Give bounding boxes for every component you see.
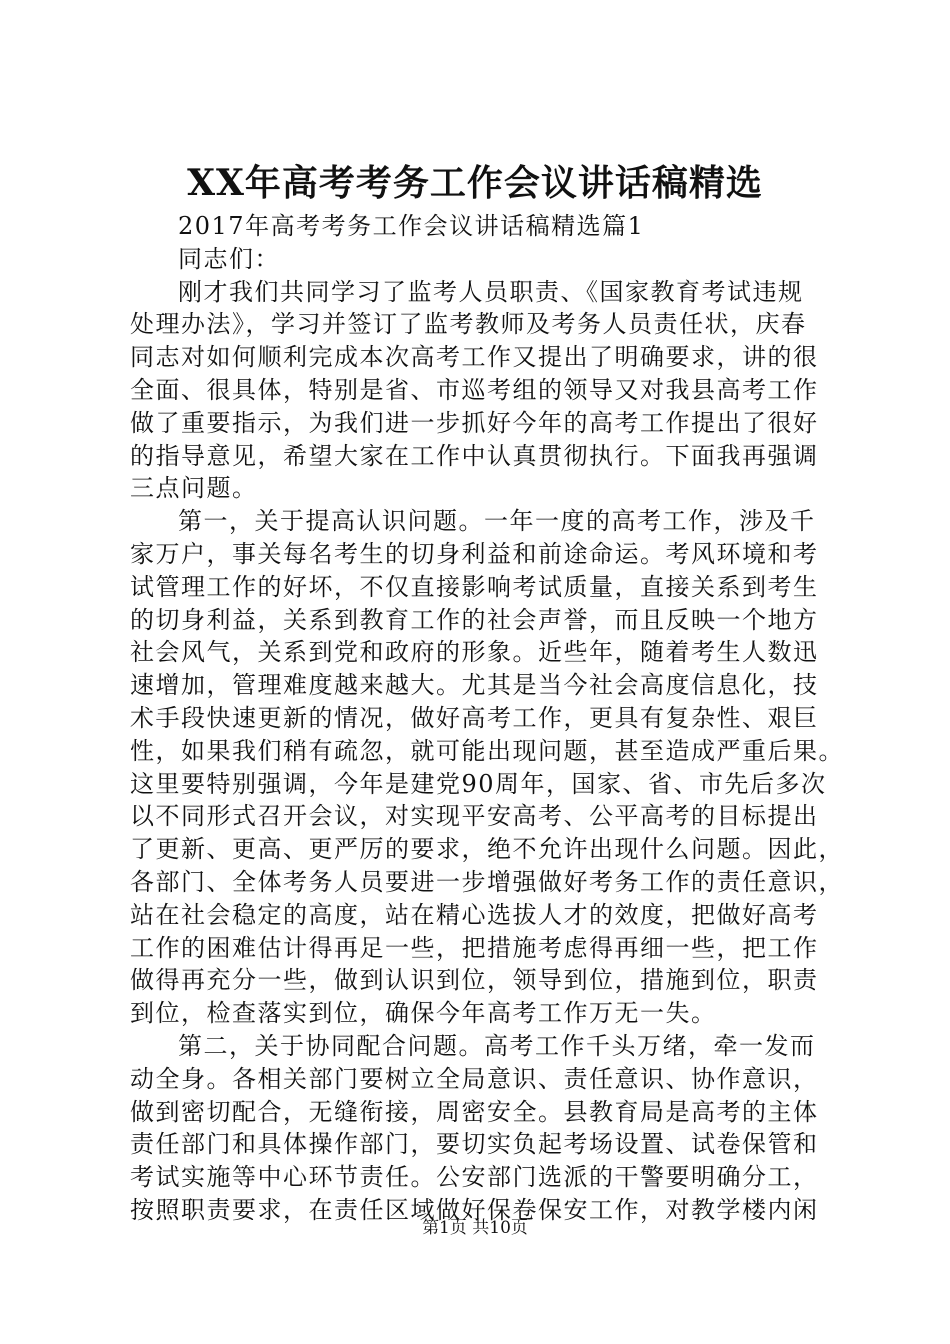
text-line: 责任部门和具体操作部门，要切实负起考场设置、试卷保管和 bbox=[130, 1130, 819, 1159]
text-line: 术手段快速更新的情况，做好高考工作，更具有复杂性、艰巨 bbox=[130, 703, 819, 732]
text-line: 考试实施等中心环节责任。公安部门选派的干警要明确分工， bbox=[130, 1163, 819, 1192]
text-line: 以不同形式召开会议，对实现平安高考、公平高考的目标提出 bbox=[130, 802, 819, 831]
text-line: 到位，检查落实到位，确保今年高考工作万无一失。 bbox=[130, 999, 717, 1028]
text-line: 同志们： bbox=[178, 244, 280, 273]
text-line: 性，如果我们稍有疏忽，就可能出现问题，甚至造成严重后果。 bbox=[130, 736, 844, 765]
page-footer: 第1页 共10页 bbox=[422, 1218, 528, 1238]
text-line: 三点问题。 bbox=[130, 474, 258, 503]
text-line: 按照职责要求，在责任区域做好保卷保安工作，对教学楼内闲 bbox=[130, 1195, 819, 1224]
text-line: 处理办法》，学习并签订了监考教师及考务人员责任状，庆春 bbox=[130, 310, 807, 339]
document-body bbox=[130, 210, 844, 1227]
text-line: 第一，关于提高认识问题。一年一度的高考工作，涉及千 bbox=[178, 507, 816, 536]
text-line: 动全身。各相关部门要树立全局意识、责任意识、协作意识， bbox=[130, 1064, 819, 1093]
text-line: 速增加，管理难度越来越大。尤其是当今社会高度信息化，技 bbox=[130, 671, 819, 700]
text-line: 试管理工作的好坏，不仅直接影响考试质量，直接关系到考生 bbox=[130, 572, 819, 601]
text-line: 站在社会稳定的高度，站在精心选拔人才的效度，把做好高考 bbox=[130, 900, 819, 929]
text-line: 工作的困难估计得再足一些，把措施考虑得再细一些，把工作 bbox=[130, 933, 819, 962]
text-line: 做到密切配合，无缝衔接，周密安全。县教育局是高考的主体 bbox=[130, 1097, 819, 1126]
text-line: 的指导意见，希望大家在工作中认真贯彻执行。下面我再强调 bbox=[130, 441, 819, 470]
text-line: 的切身利益，关系到教育工作的社会声誉，而且反映一个地方 bbox=[130, 605, 819, 634]
text-line: 同志对如何顺利完成本次高考工作又提出了明确要求，讲的很 bbox=[130, 343, 819, 372]
text-line: 各部门、全体考务人员要进一步增强做好考务工作的责任意识， bbox=[130, 867, 844, 896]
text-line: 刚才我们共同学习了监考人员职责、《国家教育考试违规 bbox=[178, 277, 804, 306]
document-title: XX年高考考务工作会议讲话稿精选 bbox=[187, 162, 763, 204]
text-line: 第二，关于协同配合问题。高考工作千头万绪，牵一发而 bbox=[178, 1031, 816, 1060]
text-line: 社会风气，关系到党和政府的形象。近些年，随着考生人数迅 bbox=[130, 638, 819, 667]
text-line: 了更新、更高、更严厉的要求，绝不允许出现什么问题。因此， bbox=[130, 835, 844, 864]
text-line: 做了重要指示，为我们进一步抓好今年的高考工作提出了很好 bbox=[130, 408, 819, 437]
text-line: 家万户，事关每名考生的切身利益和前途命运。考风环境和考 bbox=[130, 539, 819, 568]
text-line: 全面、很具体，特别是省、市巡考组的领导又对我县高考工作 bbox=[130, 375, 819, 404]
text-line: 2017年高考考务工作会议讲话稿精选篇1 bbox=[178, 212, 645, 240]
text-line: 这里要特别强调，今年是建党90周年，国家、省、市先后多次 bbox=[130, 769, 827, 798]
text-line: 做得再充分一些，做到认识到位，领导到位，措施到位，职责 bbox=[130, 966, 819, 995]
